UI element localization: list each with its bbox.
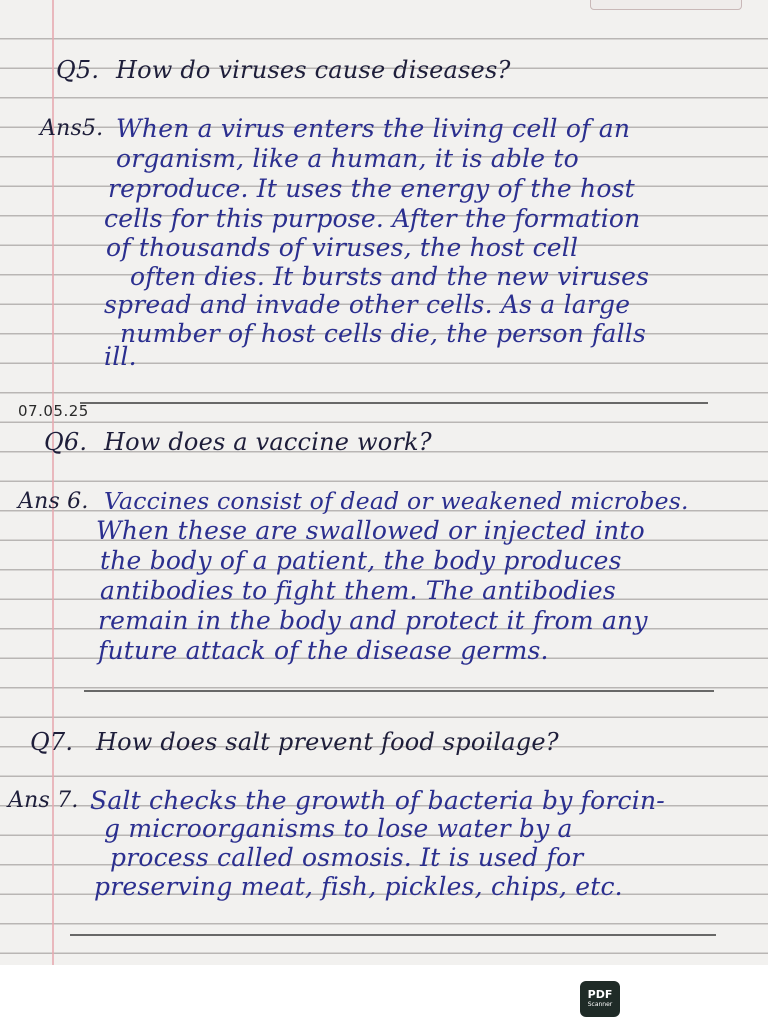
ans6-line-4: antibodies to fight them. The antibodies — [100, 576, 616, 605]
section-divider — [84, 690, 714, 692]
q5-question: How do viruses cause diseases? — [116, 56, 511, 84]
q7-question: How does salt prevent food spoilage? — [96, 728, 559, 756]
badge-subtitle: Scanner — [587, 1001, 613, 1008]
ans5-line-2: organism, like a human, it is able to — [116, 144, 579, 173]
entry-date: 07.05.25 — [18, 402, 89, 420]
ans5-label: Ans5. — [40, 116, 104, 141]
ans6-label: Ans 6. — [18, 489, 89, 514]
ans6-line-5: remain in the body and protect it from any — [98, 606, 648, 635]
ans5-line-7: spread and invade other cells. As a large — [104, 290, 631, 319]
page-tab — [590, 0, 742, 10]
ans7-line-3: process called osmosis. It is used for — [110, 843, 584, 872]
pdf-scanner-badge — [580, 981, 620, 1017]
ans5-line-8: number of host cells die, the person falls — [120, 319, 647, 348]
ans7-line-1: Salt checks the growth of bacteria by forcin- — [90, 786, 665, 815]
ans6-line-2: When these are swallowed or injected into — [96, 516, 645, 545]
ans5-line-5: of thousands of viruses, the host cell — [106, 233, 579, 262]
ans5-line-4: cells for this purpose. After the formation — [104, 204, 641, 233]
q6-question: How does a vaccine work? — [104, 428, 432, 456]
ans6-line-6: future attack of the disease germs. — [98, 636, 549, 665]
q6-label: Q6. — [44, 428, 88, 456]
ans5-line-6: often dies. It bursts and the new viruses — [130, 262, 650, 291]
ans6-line-3: the body of a patient, the body produces — [100, 546, 622, 575]
q7-label: Q7. — [30, 728, 74, 756]
margin-line — [52, 0, 54, 965]
ans5-line-9: ill. — [104, 342, 137, 371]
q5-label: Q5. — [56, 56, 100, 84]
ans7-label: Ans 7. — [8, 788, 79, 813]
ans7-line-4: preserving meat, fish, pickles, chips, etc. — [94, 872, 623, 901]
section-divider — [80, 402, 708, 404]
ans7-line-2: g microorganisms to lose water by a — [104, 814, 573, 843]
ans5-line-3: reproduce. It uses the energy of the host — [108, 174, 635, 203]
ans6-line-1: Vaccines consist of dead or weakened microbes. — [104, 487, 689, 515]
section-divider — [70, 934, 716, 936]
badge-title: PDF — [587, 988, 613, 1001]
ans5-line-1: When a virus enters the living cell of an — [116, 114, 631, 143]
